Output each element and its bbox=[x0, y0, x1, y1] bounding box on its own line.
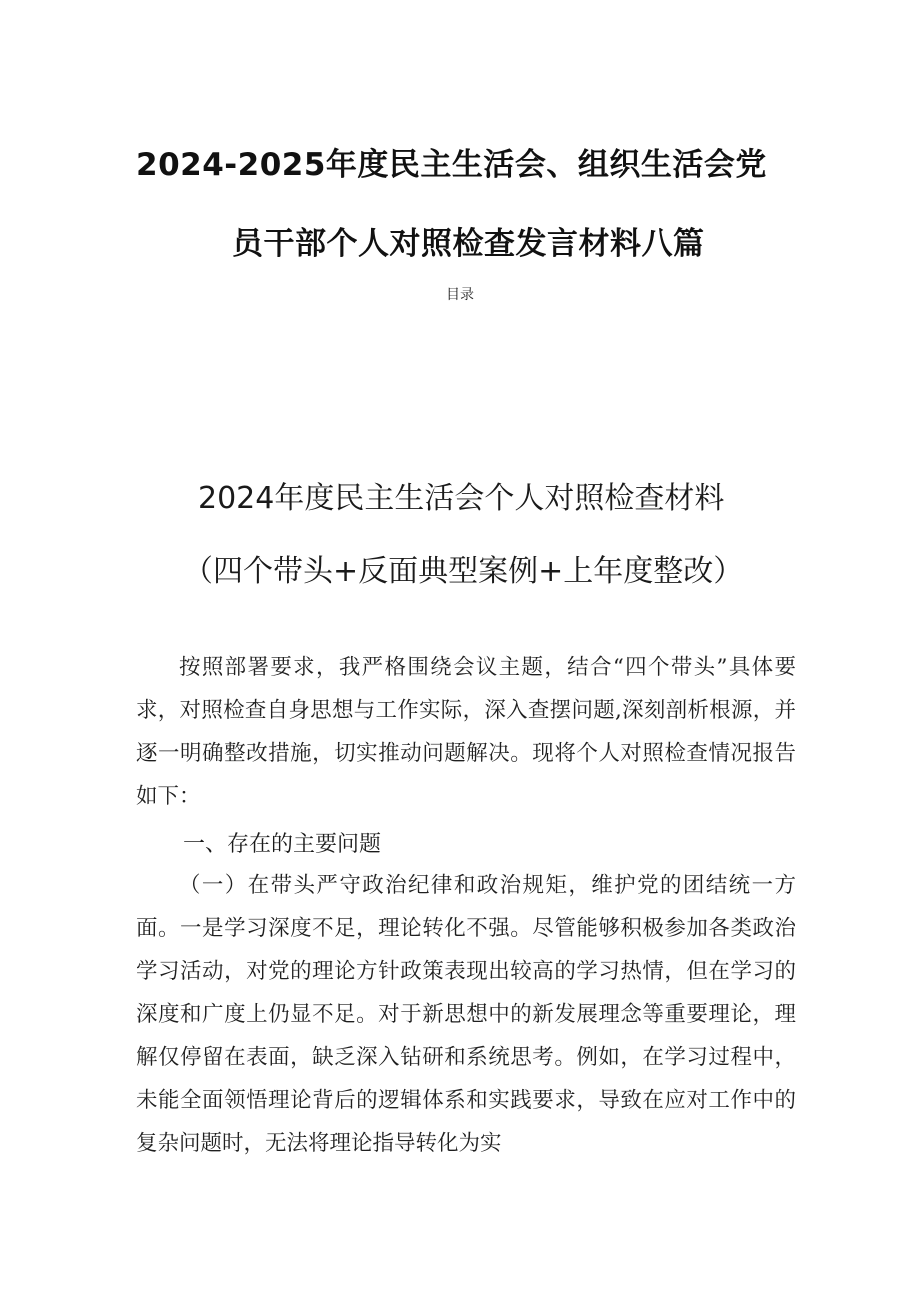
intro-paragraph: 按照部署要求，我严格围绕会议主题，结合“四个带头”具体要求，对照检查自身思想与工作实际，深入查摆问题,深刻剖析根源，并逐一明确整改措施，切实推动问题解决。现将个人对照检查情况报告如下： bbox=[136, 655, 796, 809]
article-title-line-2: （四个带头+反面典型案例+上年度整改） bbox=[183, 554, 744, 589]
document-title-line-1: 2024-2025年度民主生活会、组织生活会党 bbox=[136, 147, 767, 183]
document-title-line-2: 员干部个人对照检查发言材料八篇 bbox=[232, 226, 705, 262]
article-title-line-1: 2024年度民主生活会个人对照检查材料 bbox=[198, 481, 725, 516]
section-1-paragraph: （一）在带头严守政治纪律和政治规矩，维护党的团结统一方面。一是学习深度不足，理论转化不强。尽管能够积极参加各类政治学习活动，对党的理论方针政策表现出较高的学习热情，但在学习的深度和广度上仍显不足。对于新思想中的新发展理念等重要理论，理解仅停留在表面，缺乏深入钻研和系统思考。例如，在学习过程中，未能全面领悟理论背后的逻辑体系和实践要求，导致在应对工作中的复杂问题时，无法将理论指导转化为实 bbox=[136, 873, 796, 1156]
section-heading-main-problems: 一、存在的主要问题 bbox=[183, 832, 382, 857]
table-of-contents-label: 目录 bbox=[446, 287, 474, 303]
